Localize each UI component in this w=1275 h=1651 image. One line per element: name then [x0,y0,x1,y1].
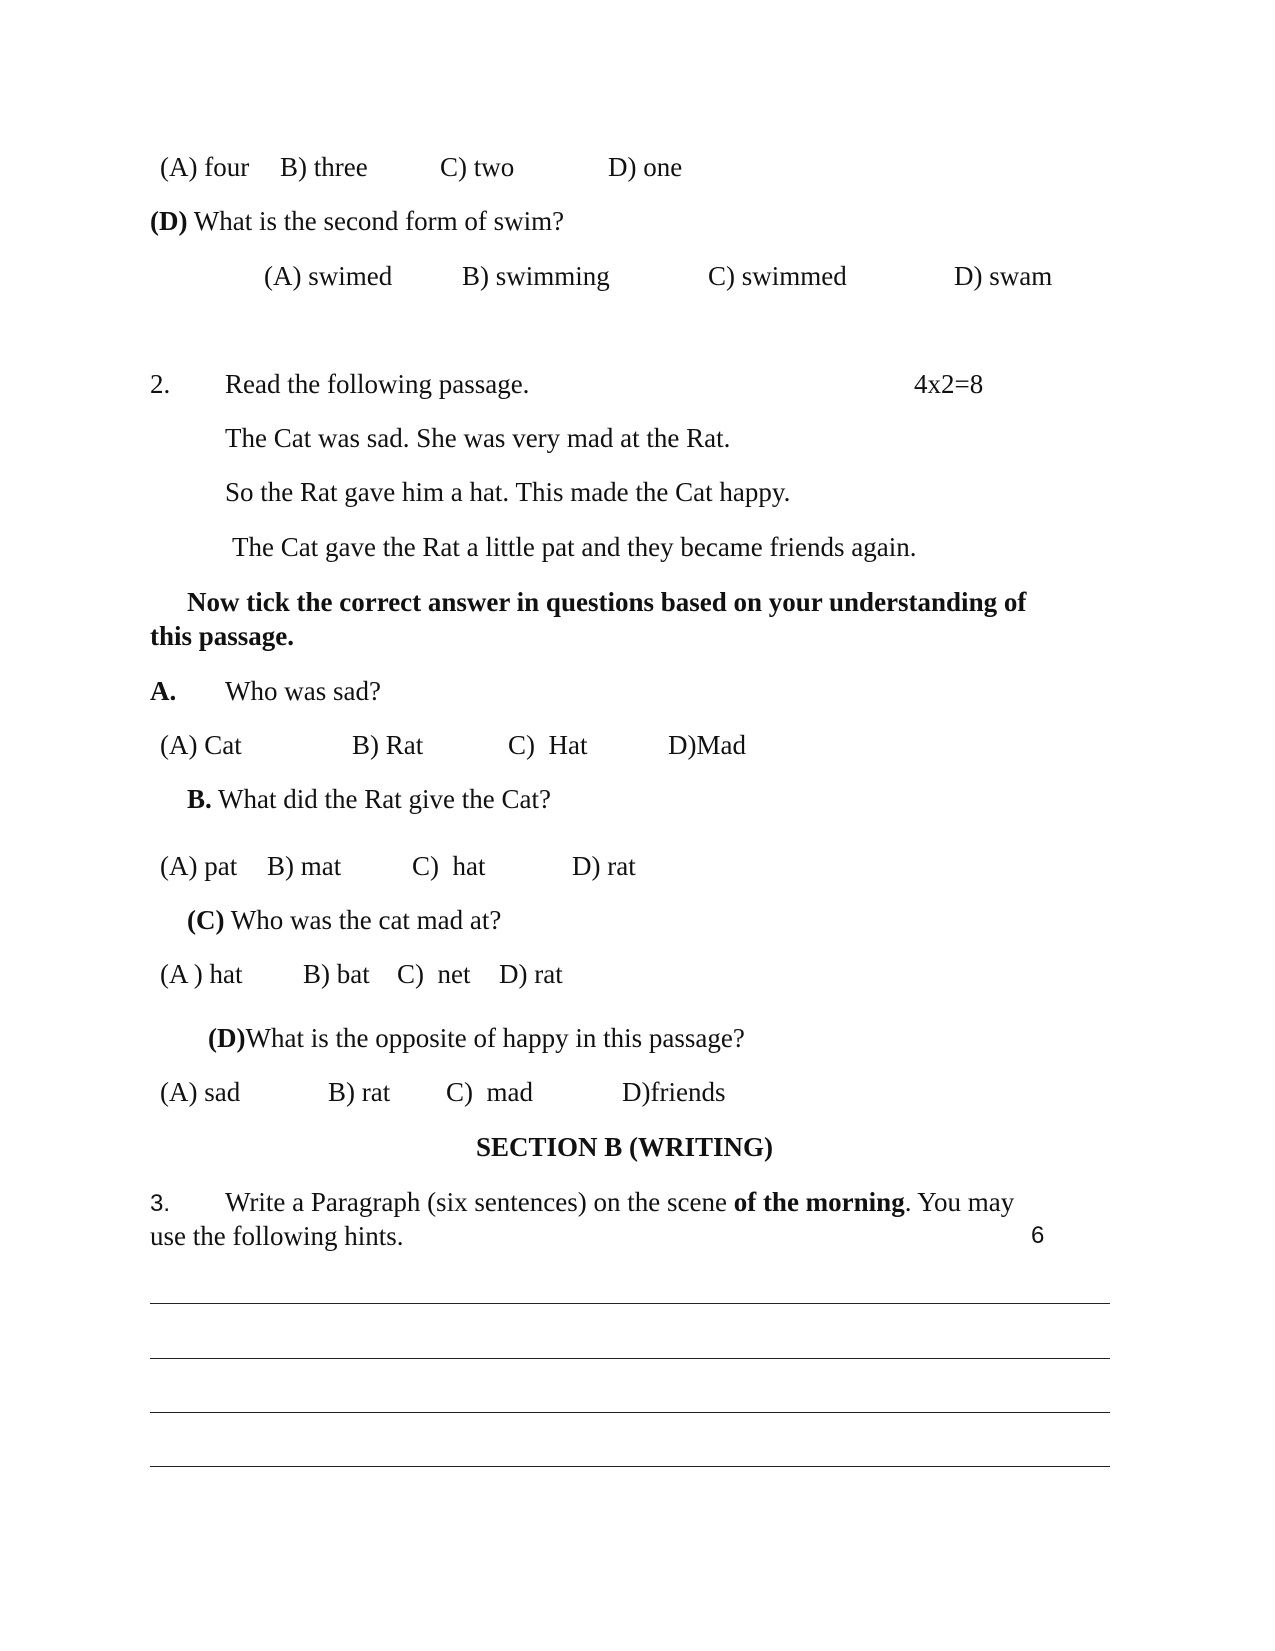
qd-option-a: (A) sad [160,1077,241,1107]
section-b-title: SECTION B (WRITING) [476,1132,774,1162]
qa-option-a: (A) Cat [160,730,242,760]
passage-line-2: So the Rat gave him a hat. This made the Cat happy. [225,477,791,507]
q2-marks: 4x2=8 [914,369,984,399]
q3-number: 3. [150,1190,171,1217]
q1d-label: (D) [150,206,188,236]
qd-label: (D) [208,1023,246,1053]
q1d-question-line [150,208,564,235]
answer-line-3 [150,1412,1110,1413]
answer-line-2 [150,1358,1110,1359]
q2-instruction: Read the following passage. [225,369,530,399]
qd-option-b: B) rat [328,1077,391,1107]
qc-question-line [187,907,501,934]
qb-label: B. [187,784,212,814]
qc-option-b: B) bat [303,959,370,989]
qb-question-line [187,786,551,813]
qb-option-a: (A) pat [160,851,238,881]
qc-option-c: C) net [397,959,471,989]
passage-line-3: The Cat gave the Rat a little pat and they became friends again. [232,532,917,562]
q3-text-line-1 [225,1189,1014,1216]
q3-text-line-2: use the following hints. [150,1221,404,1251]
qc-option-a: (A ) hat [160,959,243,989]
qc-question: Who was the cat mad at? [224,905,502,935]
qd-question-line [208,1025,745,1052]
q3-marks: 6 [1031,1222,1045,1249]
q1d-question: What is the second form of swim? [187,206,565,236]
qb-option-c: C) hat [412,851,486,881]
qa-question: Who was sad? [225,676,381,706]
qb-question: What did the Rat give the Cat? [211,784,551,814]
answer-line-1 [150,1303,1110,1304]
q1c-option-a: (A) four [160,152,250,182]
q1d-option-c: C) swimmed [708,261,847,291]
qc-label: (C) [187,905,225,935]
q1c-option-b: B) three [280,152,368,182]
directive-line-1: Now tick the correct answer in questions based on your understanding of [187,587,1027,617]
qa-option-d: D)Mad [668,730,746,760]
qa-option-c: C) Hat [508,730,588,760]
q3-text-after: . You may [904,1187,1015,1217]
answer-line-4 [150,1466,1110,1467]
q2-number: 2. [150,369,171,399]
passage-line-1: The Cat was sad. She was very mad at the Rat. [225,423,731,453]
directive-line-2: this passage. [150,621,295,651]
qd-question: What is the opposite of happy in this passage? [245,1023,745,1053]
q3-text-before: Write a Paragraph (six sentences) on the scene [225,1187,734,1217]
q3-text-bold: of the morning [733,1187,905,1217]
q1d-option-d: D) swam [954,261,1053,291]
q1d-option-b: B) swimming [462,261,610,291]
qa-label: A. [150,676,177,706]
qb-option-b: B) mat [267,851,342,881]
q1c-option-c: C) two [440,152,515,182]
qd-option-c: C) mad [446,1077,533,1107]
qa-option-b: B) Rat [352,730,424,760]
qd-option-d: D)friends [622,1077,726,1107]
qc-option-d: D) rat [499,959,563,989]
q1d-option-a: (A) swimed [264,261,393,291]
q1c-option-d: D) one [608,152,683,182]
qb-option-d: D) rat [572,851,636,881]
